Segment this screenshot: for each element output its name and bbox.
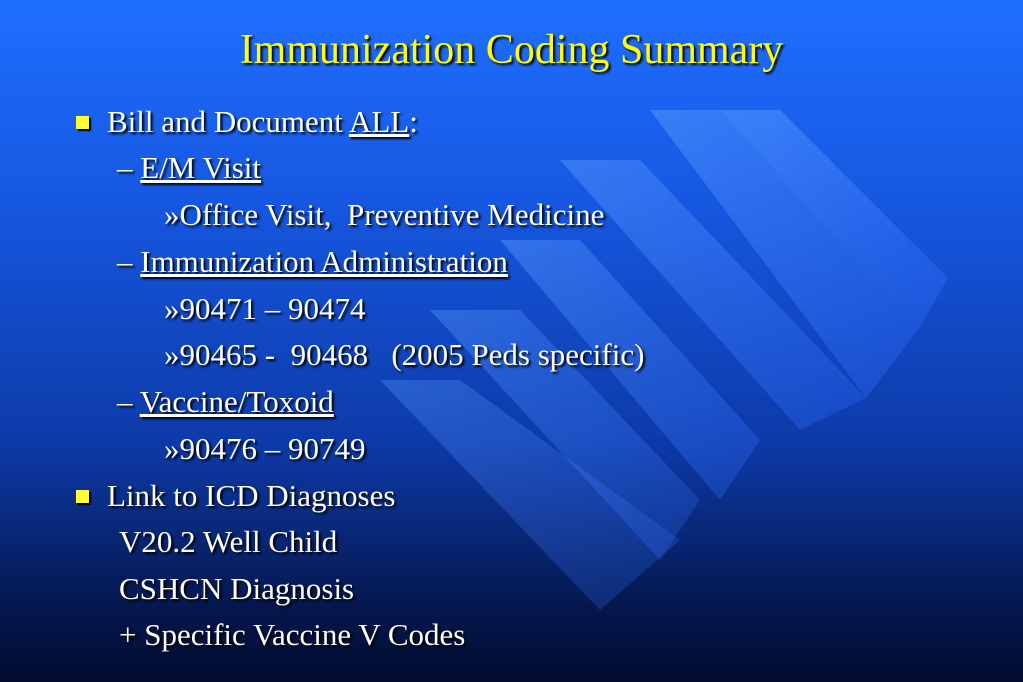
- subitem-immunization-administration: [117, 244, 508, 280]
- continuation-vaccine-v-codes: + Specific Vaccine V Codes: [119, 617, 466, 652]
- bullet-square-icon: [76, 490, 89, 503]
- colon: :: [409, 104, 418, 139]
- chevron-marker: »: [164, 337, 180, 372]
- subitem-label: E/M Visit: [140, 150, 261, 185]
- bullet-square-icon: [76, 116, 89, 129]
- continuation-cshcn-diagnosis: CSHCN Diagnosis: [119, 571, 355, 606]
- subsubitem-label: Office Visit, Preventive Medicine: [179, 197, 605, 232]
- bullet-text: Bill and Document: [107, 104, 349, 139]
- emphasis-all: ALL: [348, 104, 410, 139]
- subsubitem-label: 90465 - 90468 (2005 Peds specific): [179, 337, 645, 372]
- continuation-well-child: V20.2 Well Child: [119, 524, 338, 559]
- chevron-marker: »: [164, 431, 180, 466]
- chevron-marker: »: [164, 197, 180, 232]
- bullet-bill-and-document: [107, 104, 418, 140]
- subitem-label: Immunization Administration: [140, 244, 508, 279]
- dash-marker: –: [117, 384, 133, 419]
- subitem-label: Vaccine/Toxoid: [139, 384, 334, 419]
- subsubitem-office-visit: [164, 197, 604, 233]
- subitem-em-visit: [117, 150, 261, 186]
- subsubitem-code-range-1: [164, 291, 366, 327]
- bullet-text: Link to ICD Diagnoses: [107, 478, 396, 513]
- dash-marker: –: [117, 150, 133, 185]
- subsubitem-label: 90476 – 90749: [179, 431, 366, 466]
- subsubitem-label: 90471 – 90474: [179, 291, 366, 326]
- subsubitem-code-range-2: [164, 337, 644, 373]
- subsubitem-code-range-3: [164, 431, 366, 467]
- slide-title: Immunization Coding Summary: [239, 27, 784, 73]
- dash-marker: –: [117, 244, 133, 279]
- subitem-vaccine-toxoid: [117, 384, 334, 420]
- bullet-link-to-icd: [107, 478, 395, 514]
- chevron-marker: »: [164, 291, 180, 326]
